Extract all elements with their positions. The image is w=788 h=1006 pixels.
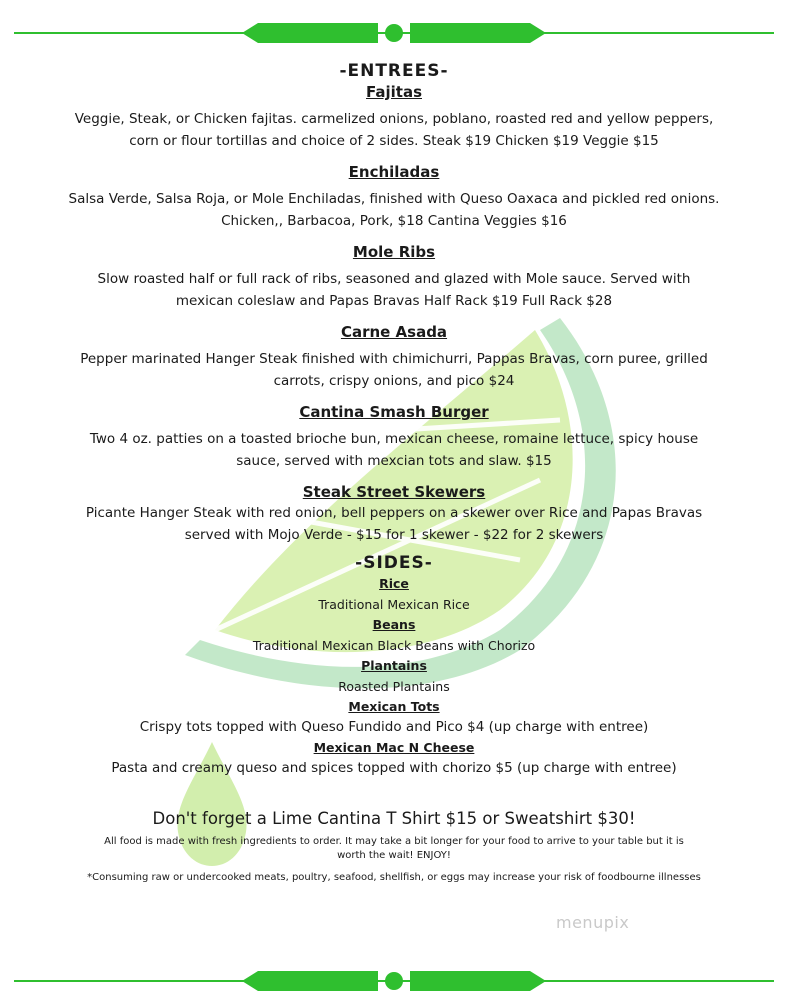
entree-title: Enchiladas bbox=[348, 163, 440, 181]
entree-item bbox=[0, 482, 788, 546]
side-item bbox=[0, 615, 788, 656]
side-description: Pasta and creamy queso and spices topped with chorizo $5 (up charge with entree) bbox=[111, 760, 677, 776]
side-title: Rice bbox=[379, 576, 409, 591]
side-description: Traditional Mexican Rice bbox=[318, 597, 470, 612]
sides-heading: -SIDES- bbox=[355, 553, 433, 573]
side-item bbox=[0, 697, 788, 738]
disclaimer-line: All food is made with fresh ingredients to order. It may take a bit longer for your food to arrive to your table but it is bbox=[104, 836, 684, 847]
entree-description-line: Salsa Verde, Salsa Roja, or Mole Enchiladas, finished with Queso Oaxaca and pickled red onions. bbox=[68, 191, 720, 207]
entrees-heading: -ENTREES- bbox=[339, 61, 449, 81]
menu-content bbox=[0, 60, 788, 885]
side-item bbox=[0, 656, 788, 697]
side-title: Beans bbox=[372, 617, 416, 632]
entree-description-line: Picante Hanger Steak with red onion, bell peppers on a skewer over Rice and Papas Bravas bbox=[85, 505, 703, 521]
entree-description-line: mexican coleslaw and Papas Bravas Half Rack $19 Full Rack $28 bbox=[175, 293, 613, 309]
entree-item bbox=[0, 242, 788, 312]
merch-promo: Don't forget a Lime Cantina T Shirt $15 or Sweatshirt $30! bbox=[152, 809, 636, 828]
top-divider bbox=[0, 18, 788, 48]
entree-description-line: Veggie, Steak, or Chicken fajitas. carmelized onions, poblano, roasted red and yellow peppers, bbox=[74, 111, 714, 127]
side-item bbox=[0, 738, 788, 779]
entree-description-line: carrots, crispy onions, and pico $24 bbox=[273, 373, 515, 389]
entree-description-line: Two 4 oz. patties on a toasted brioche bun, mexican cheese, romaine lettuce, spicy house bbox=[89, 431, 699, 447]
side-item bbox=[0, 574, 788, 615]
food-safety-warning: *Consuming raw or undercooked meats, poultry, seafood, shellfish, or eggs may increase your risk of foodbourne illnesses bbox=[87, 872, 701, 883]
side-description: Roasted Plantains bbox=[338, 679, 450, 694]
entree-title: Mole Ribs bbox=[352, 243, 436, 261]
entree-description-line: corn or flour tortillas and choice of 2 sides. Steak $19 Chicken $19 Veggie $15 bbox=[129, 133, 659, 149]
side-title: Mexican Mac N Cheese bbox=[313, 740, 475, 755]
disclaimer-line: worth the wait! ENJOY! bbox=[337, 850, 451, 861]
side-title: Plantains bbox=[361, 658, 427, 673]
watermark-logo: menupix bbox=[556, 913, 630, 932]
side-title: Mexican Tots bbox=[348, 699, 440, 714]
entree-description-line: served with Mojo Verde - $15 for 1 skewer - $22 for 2 skewers bbox=[184, 527, 604, 543]
entree-item bbox=[0, 402, 788, 472]
entree-item bbox=[0, 322, 788, 392]
entree-title: Fajitas bbox=[366, 83, 422, 101]
entree-item bbox=[0, 162, 788, 232]
side-description: Crispy tots topped with Queso Fundido and Pico $4 (up charge with entree) bbox=[139, 719, 649, 735]
side-description: Traditional Mexican Black Beans with Chorizo bbox=[252, 638, 536, 653]
bottom-divider bbox=[0, 966, 788, 996]
entree-description-line: sauce, served with mexcian tots and slaw. $15 bbox=[236, 453, 552, 469]
entree-description-line: Chicken,, Barbacoa, Pork, $18 Cantina Veggies $16 bbox=[221, 213, 567, 229]
entree-title: Steak Street Skewers bbox=[302, 483, 486, 501]
entree-description-line: Slow roasted half or full rack of ribs, seasoned and glazed with Mole sauce. Served with bbox=[97, 271, 691, 287]
entree-title: Carne Asada bbox=[340, 323, 448, 341]
entree-item bbox=[0, 82, 788, 152]
entree-description-line: Pepper marinated Hanger Steak finished with chimichurri, Pappas Bravas, corn puree, grilled bbox=[80, 351, 708, 367]
entree-title: Cantina Smash Burger bbox=[299, 403, 489, 421]
